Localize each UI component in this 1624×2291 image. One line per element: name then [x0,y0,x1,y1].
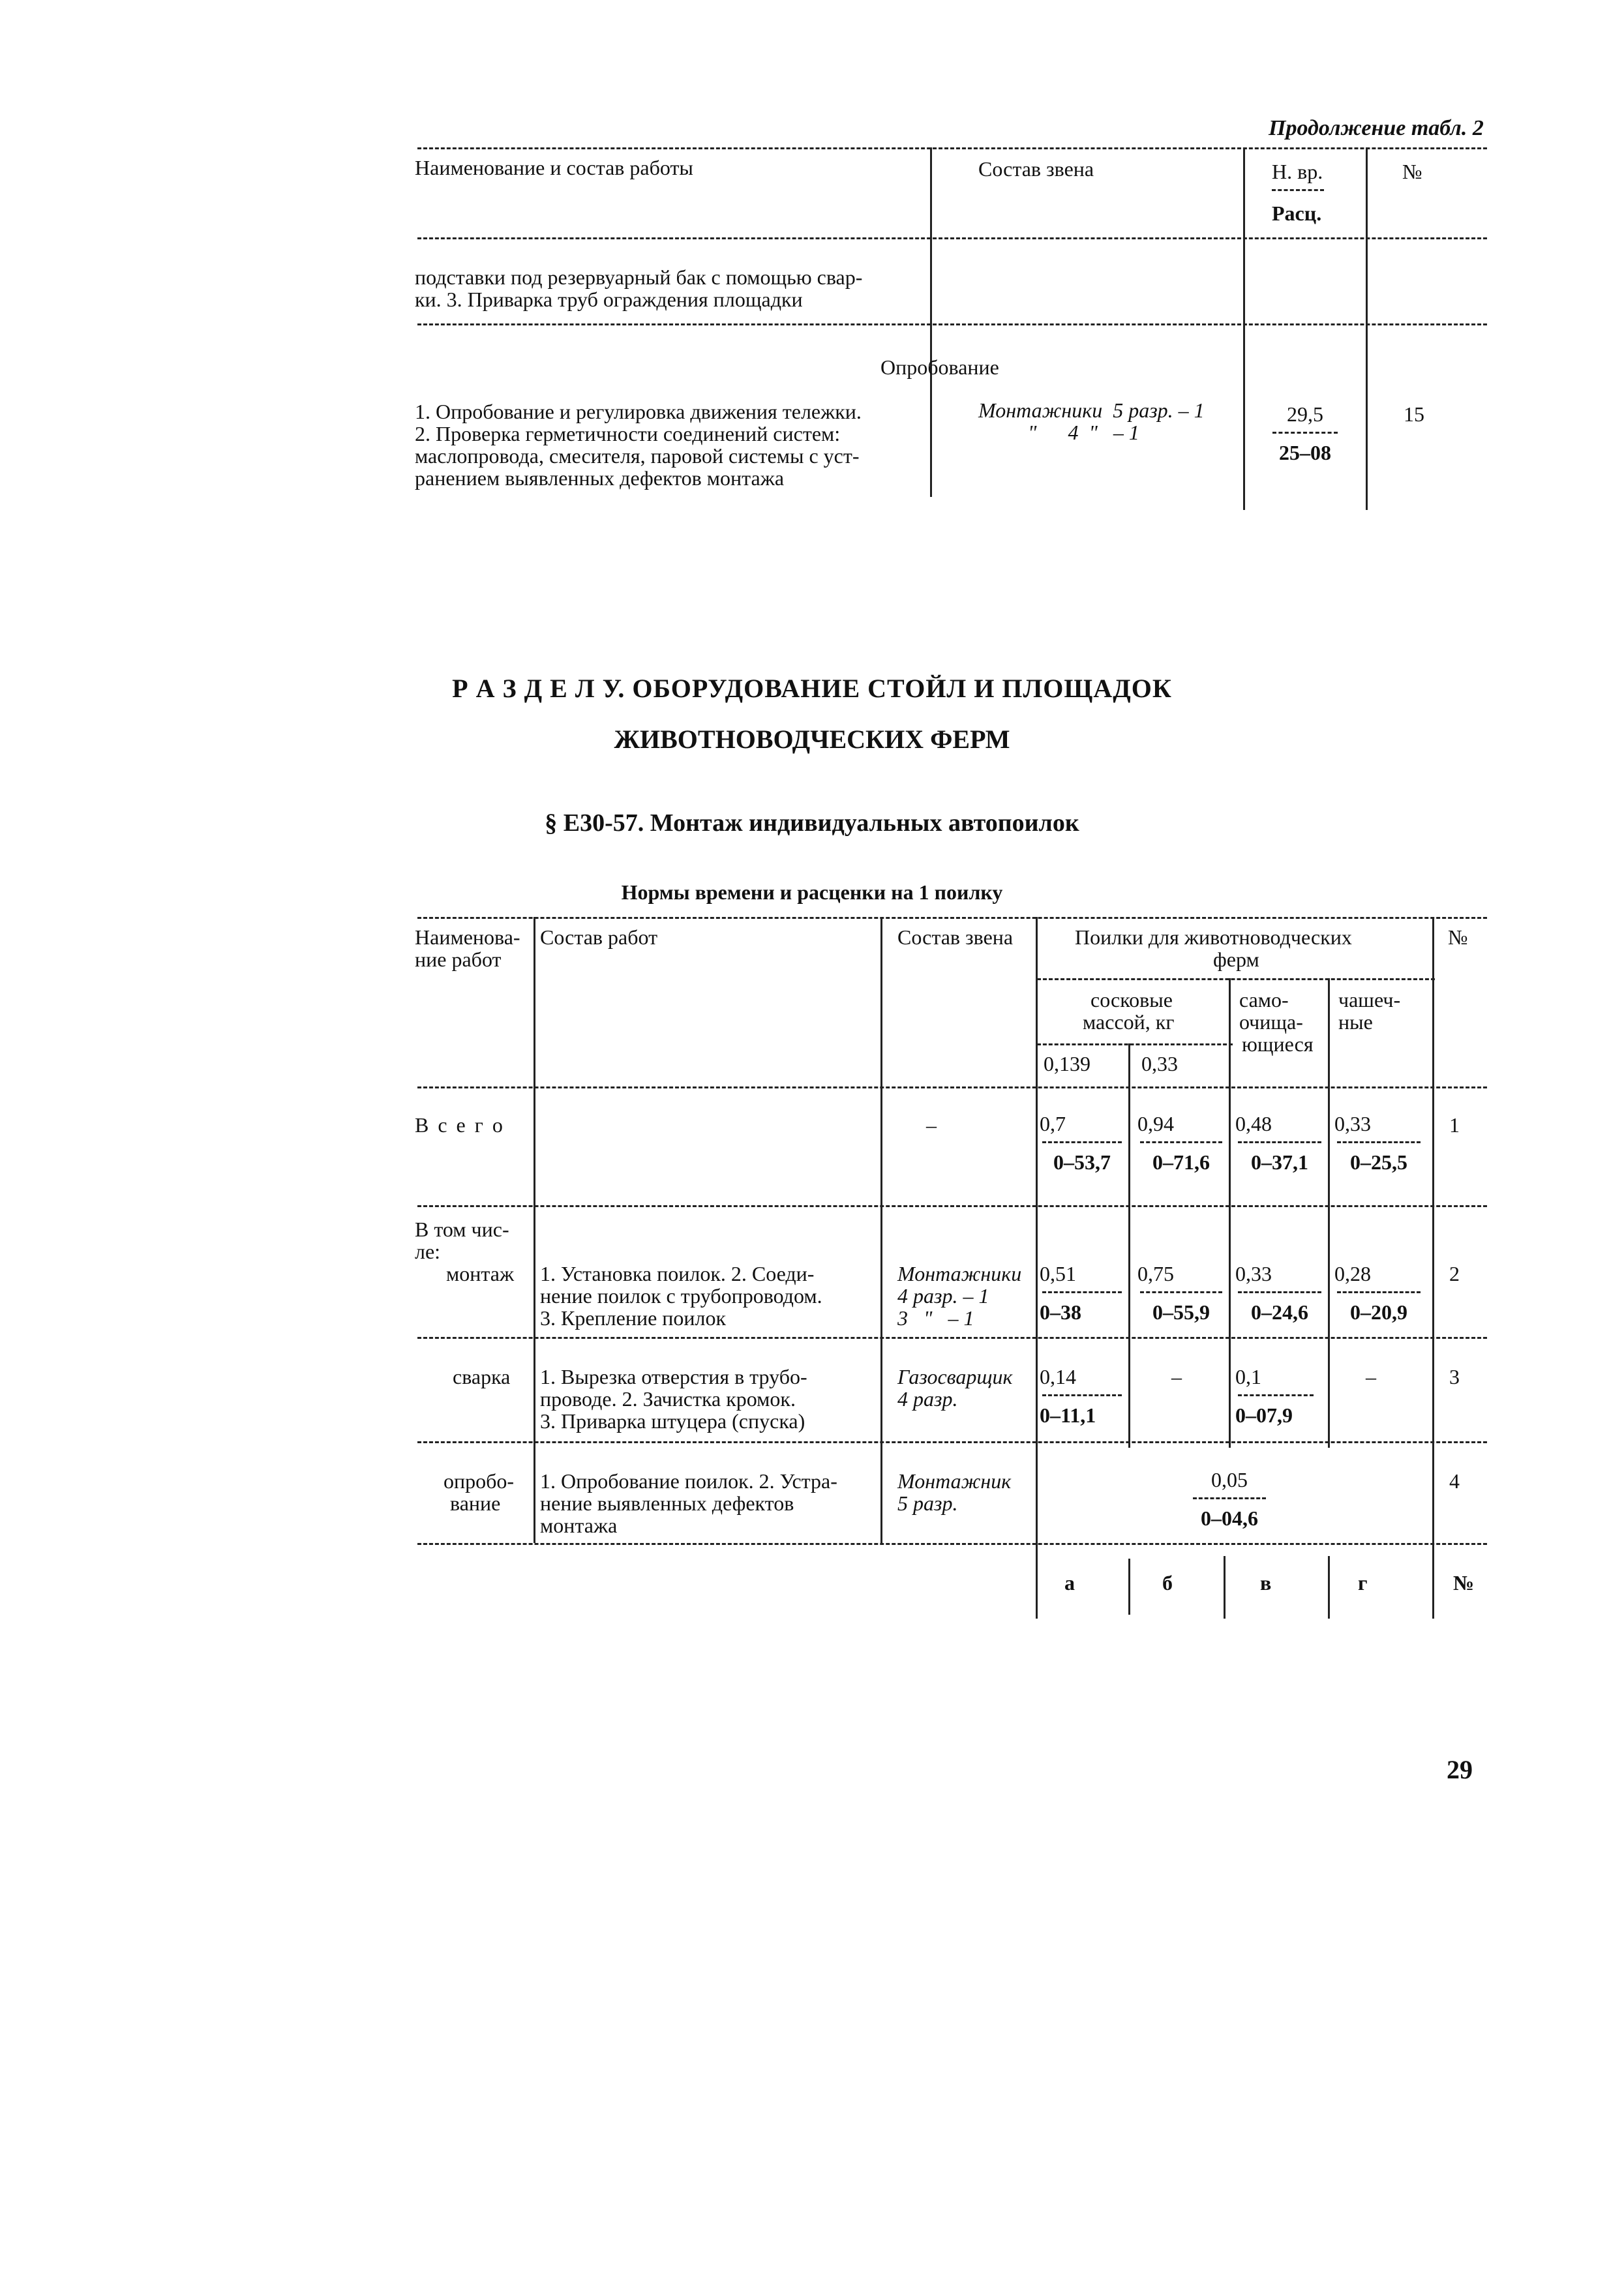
weld-v-rate: 0–07,9 [1235,1403,1293,1427]
test-work-l1: 1. Опробование поилок. 2. Устра- [540,1469,837,1493]
total-v-norm: 0,48 [1235,1112,1272,1135]
total-v-rate: 0–37,1 [1251,1150,1308,1174]
total-a-rate: 0–53,7 [1053,1150,1111,1174]
mount-crew-l1: Монтажники [897,1262,1022,1285]
incl-l2: ле: [415,1240,441,1263]
total-col-v [1235,1113,1324,1173]
footer-col-b: б [1162,1571,1173,1595]
mount-b-norm: 0,75 [1137,1262,1174,1285]
mh-nipple-l1: сосковые [1090,988,1173,1011]
weld-crew-l1: Газосварщик [897,1365,1013,1388]
mount-label: монтаж [446,1262,515,1285]
weld-label: сварка [453,1365,511,1388]
cont-row-line-2: ки. 3. Приварка труб ограждения площадки [415,288,803,311]
total-label: В с е г о [415,1113,505,1137]
header-rate: Расц. [1272,202,1322,225]
main-rule-header [417,1086,1487,1088]
main-rule-total [417,1205,1487,1207]
main-col-divider-g-footer [1328,1556,1330,1619]
weld-col-a [1040,1366,1124,1426]
mount-work-l3: 3. Крепление поилок [540,1306,727,1330]
main-col-divider-v [1229,978,1231,1448]
main-rule-mass [1037,1043,1233,1045]
mh-name-l2: ние работ [415,948,502,971]
top-table-rule-top [417,147,1487,149]
total-g-norm: 0,33 [1334,1112,1371,1135]
test-crew-l2: 5 разр. [897,1491,958,1515]
mh-crew: Состав звена [897,925,1014,949]
footer-col-a: а [1064,1571,1075,1595]
mount-crew-l2: 4 разр. – 1 [897,1284,989,1308]
test-label-l1: опробо- [444,1469,515,1493]
row15-line-4: ранением выявленных дефектов монтажа [415,466,785,490]
mh-mass-1: 0,139 [1044,1052,1090,1075]
header-norm-bar [1272,189,1324,191]
total-crew: – [926,1113,937,1137]
mh-group-l2: ферм [1213,948,1259,971]
weld-col-v [1235,1366,1324,1426]
total-b-norm: 0,94 [1137,1112,1174,1135]
row15-norm-rate [1263,403,1347,464]
mount-col-b [1137,1263,1225,1323]
test-work-l2: нение выявленных дефектов [540,1491,794,1515]
mount-work-l2: нение поилок с трубопроводом. [540,1284,822,1308]
weld-work-l3: 3. Приварка штуцера (спуска) [540,1409,805,1433]
weld-b-dash: – [1171,1365,1182,1388]
mount-col-a [1040,1263,1124,1323]
weld-v-norm: 0,1 [1235,1365,1261,1388]
mh-nipple-l2: массой, кг [1083,1010,1175,1034]
row15-num: 15 [1404,402,1424,426]
top-col-divider-2 [1243,147,1245,510]
main-rule-group [1037,978,1435,980]
subsection-title: Опробование [880,355,999,379]
row15-line-3: маслопровода, смесителя, паровой системы с уст- [415,444,860,468]
weld-work-l1: 1. Вырезка отверстия в трубо- [540,1365,807,1388]
total-col-a [1040,1113,1124,1173]
total-num: 1 [1449,1113,1460,1137]
section-title-line-1: Р А З Д Е Л У. ОБОРУДОВАНИЕ СТОЙЛ И ПЛОЩАДОК [452,674,1172,703]
footer-col-v: в [1260,1571,1272,1595]
top-table-rule-header [417,237,1487,239]
mount-work-l1: 1. Установка поилок. 2. Соеди- [540,1262,815,1285]
footer-col-num: № [1453,1571,1475,1595]
mh-work: Состав работ [540,925,658,949]
total-col-b [1137,1113,1225,1173]
mh-self-l1: само- [1239,988,1289,1011]
test-label-l2: вание [450,1491,501,1515]
table-caption: Нормы времени и расценки на 1 поилку [621,880,1003,904]
total-col-g [1334,1113,1423,1173]
main-col-divider-g [1328,978,1330,1448]
header-num: № [1402,160,1422,183]
cont-row-line-1: подставки под резервуарный бак с помощью свар- [415,265,863,289]
row15-crew-1: Монтажники 5 разр. – 1 [978,398,1205,422]
test-rate: 0–04,6 [1201,1506,1258,1530]
top-col-divider-3 [1366,147,1368,510]
header-work: Наименование и состав работы [415,156,693,179]
weld-num: 3 [1449,1365,1460,1388]
weld-crew-l2: 4 разр. [897,1387,958,1411]
section-title-line-2: ЖИВОТНОВОДЧЕСКИХ ФЕРМ [614,725,1010,754]
top-col-divider-1 [930,147,932,497]
main-col-divider-b [1128,1043,1130,1448]
weld-work-l2: проводе. 2. Зачистка кромок. [540,1387,796,1411]
main-rule-weld [417,1441,1487,1443]
weld-a-rate: 0–11,1 [1040,1403,1096,1427]
weld-a-norm: 0,14 [1040,1365,1076,1388]
main-col-divider-work [534,917,535,1543]
mount-crew-l3: 3 " – 1 [897,1306,974,1330]
main-col-divider-a [1036,917,1038,1619]
mh-name-l1: Наименова- [415,925,520,949]
mh-cup-l2: ные [1338,1010,1373,1034]
main-rule-top [417,917,1487,919]
footer-col-g: г [1358,1571,1368,1595]
header-norm: Н. вр. [1272,160,1323,183]
test-norm-rate [1187,1469,1272,1529]
mount-num: 2 [1449,1262,1460,1285]
row15-line-1: 1. Опробование и регулировка движения тележки. [415,400,862,423]
main-col-divider-num [1432,917,1434,1619]
mount-g-rate: 0–20,9 [1350,1300,1407,1324]
continuation-caption: Продолжение табл. 2 [1269,116,1484,140]
mount-col-g [1334,1263,1423,1323]
mount-v-rate: 0–24,6 [1251,1300,1308,1324]
mh-self-l3: ющиеся [1242,1032,1314,1056]
total-a-norm: 0,7 [1040,1112,1066,1135]
top-table-rule-row [417,323,1487,325]
row15-crew-2: " 4 " – 1 [1028,421,1139,444]
incl-l1: В том чис- [415,1218,509,1241]
row15-norm: 29,5 [1287,402,1323,426]
page-number: 29 [1447,1755,1473,1784]
mh-num: № [1448,925,1468,949]
test-crew-l1: Монтажник [897,1469,1012,1493]
mount-g-norm: 0,28 [1334,1262,1371,1285]
mount-a-rate: 0–38 [1040,1300,1081,1324]
mount-a-norm: 0,51 [1040,1262,1076,1285]
main-rule-bottom [417,1543,1487,1545]
mount-v-norm: 0,33 [1235,1262,1272,1285]
paragraph-title: § Е30-57. Монтаж индивидуальных автопоилок [545,809,1079,837]
row15-line-2: 2. Проверка герметичности соединений систем: [415,422,841,445]
mh-mass-2: 0,33 [1141,1052,1178,1075]
total-b-rate: 0–71,6 [1152,1150,1210,1174]
weld-g-dash: – [1366,1365,1376,1388]
mh-group-l1: Поилки для животноводческих [1075,925,1352,949]
total-g-rate: 0–25,5 [1350,1150,1407,1174]
test-work-l3: монтажа [540,1514,618,1537]
mh-cup-l1: чашеч- [1338,988,1401,1011]
mount-b-rate: 0–55,9 [1152,1300,1210,1324]
test-num: 4 [1449,1469,1460,1493]
header-crew: Состав звена [978,157,1094,181]
test-norm: 0,05 [1211,1468,1248,1491]
main-col-divider-b-footer [1128,1559,1130,1615]
main-rule-mount [417,1337,1487,1339]
main-col-divider-v-footer [1224,1556,1226,1619]
mount-col-v [1235,1263,1324,1323]
mh-self-l2: очища- [1239,1010,1303,1034]
row15-rate: 25–08 [1279,441,1331,464]
main-col-divider-crew [880,917,882,1543]
